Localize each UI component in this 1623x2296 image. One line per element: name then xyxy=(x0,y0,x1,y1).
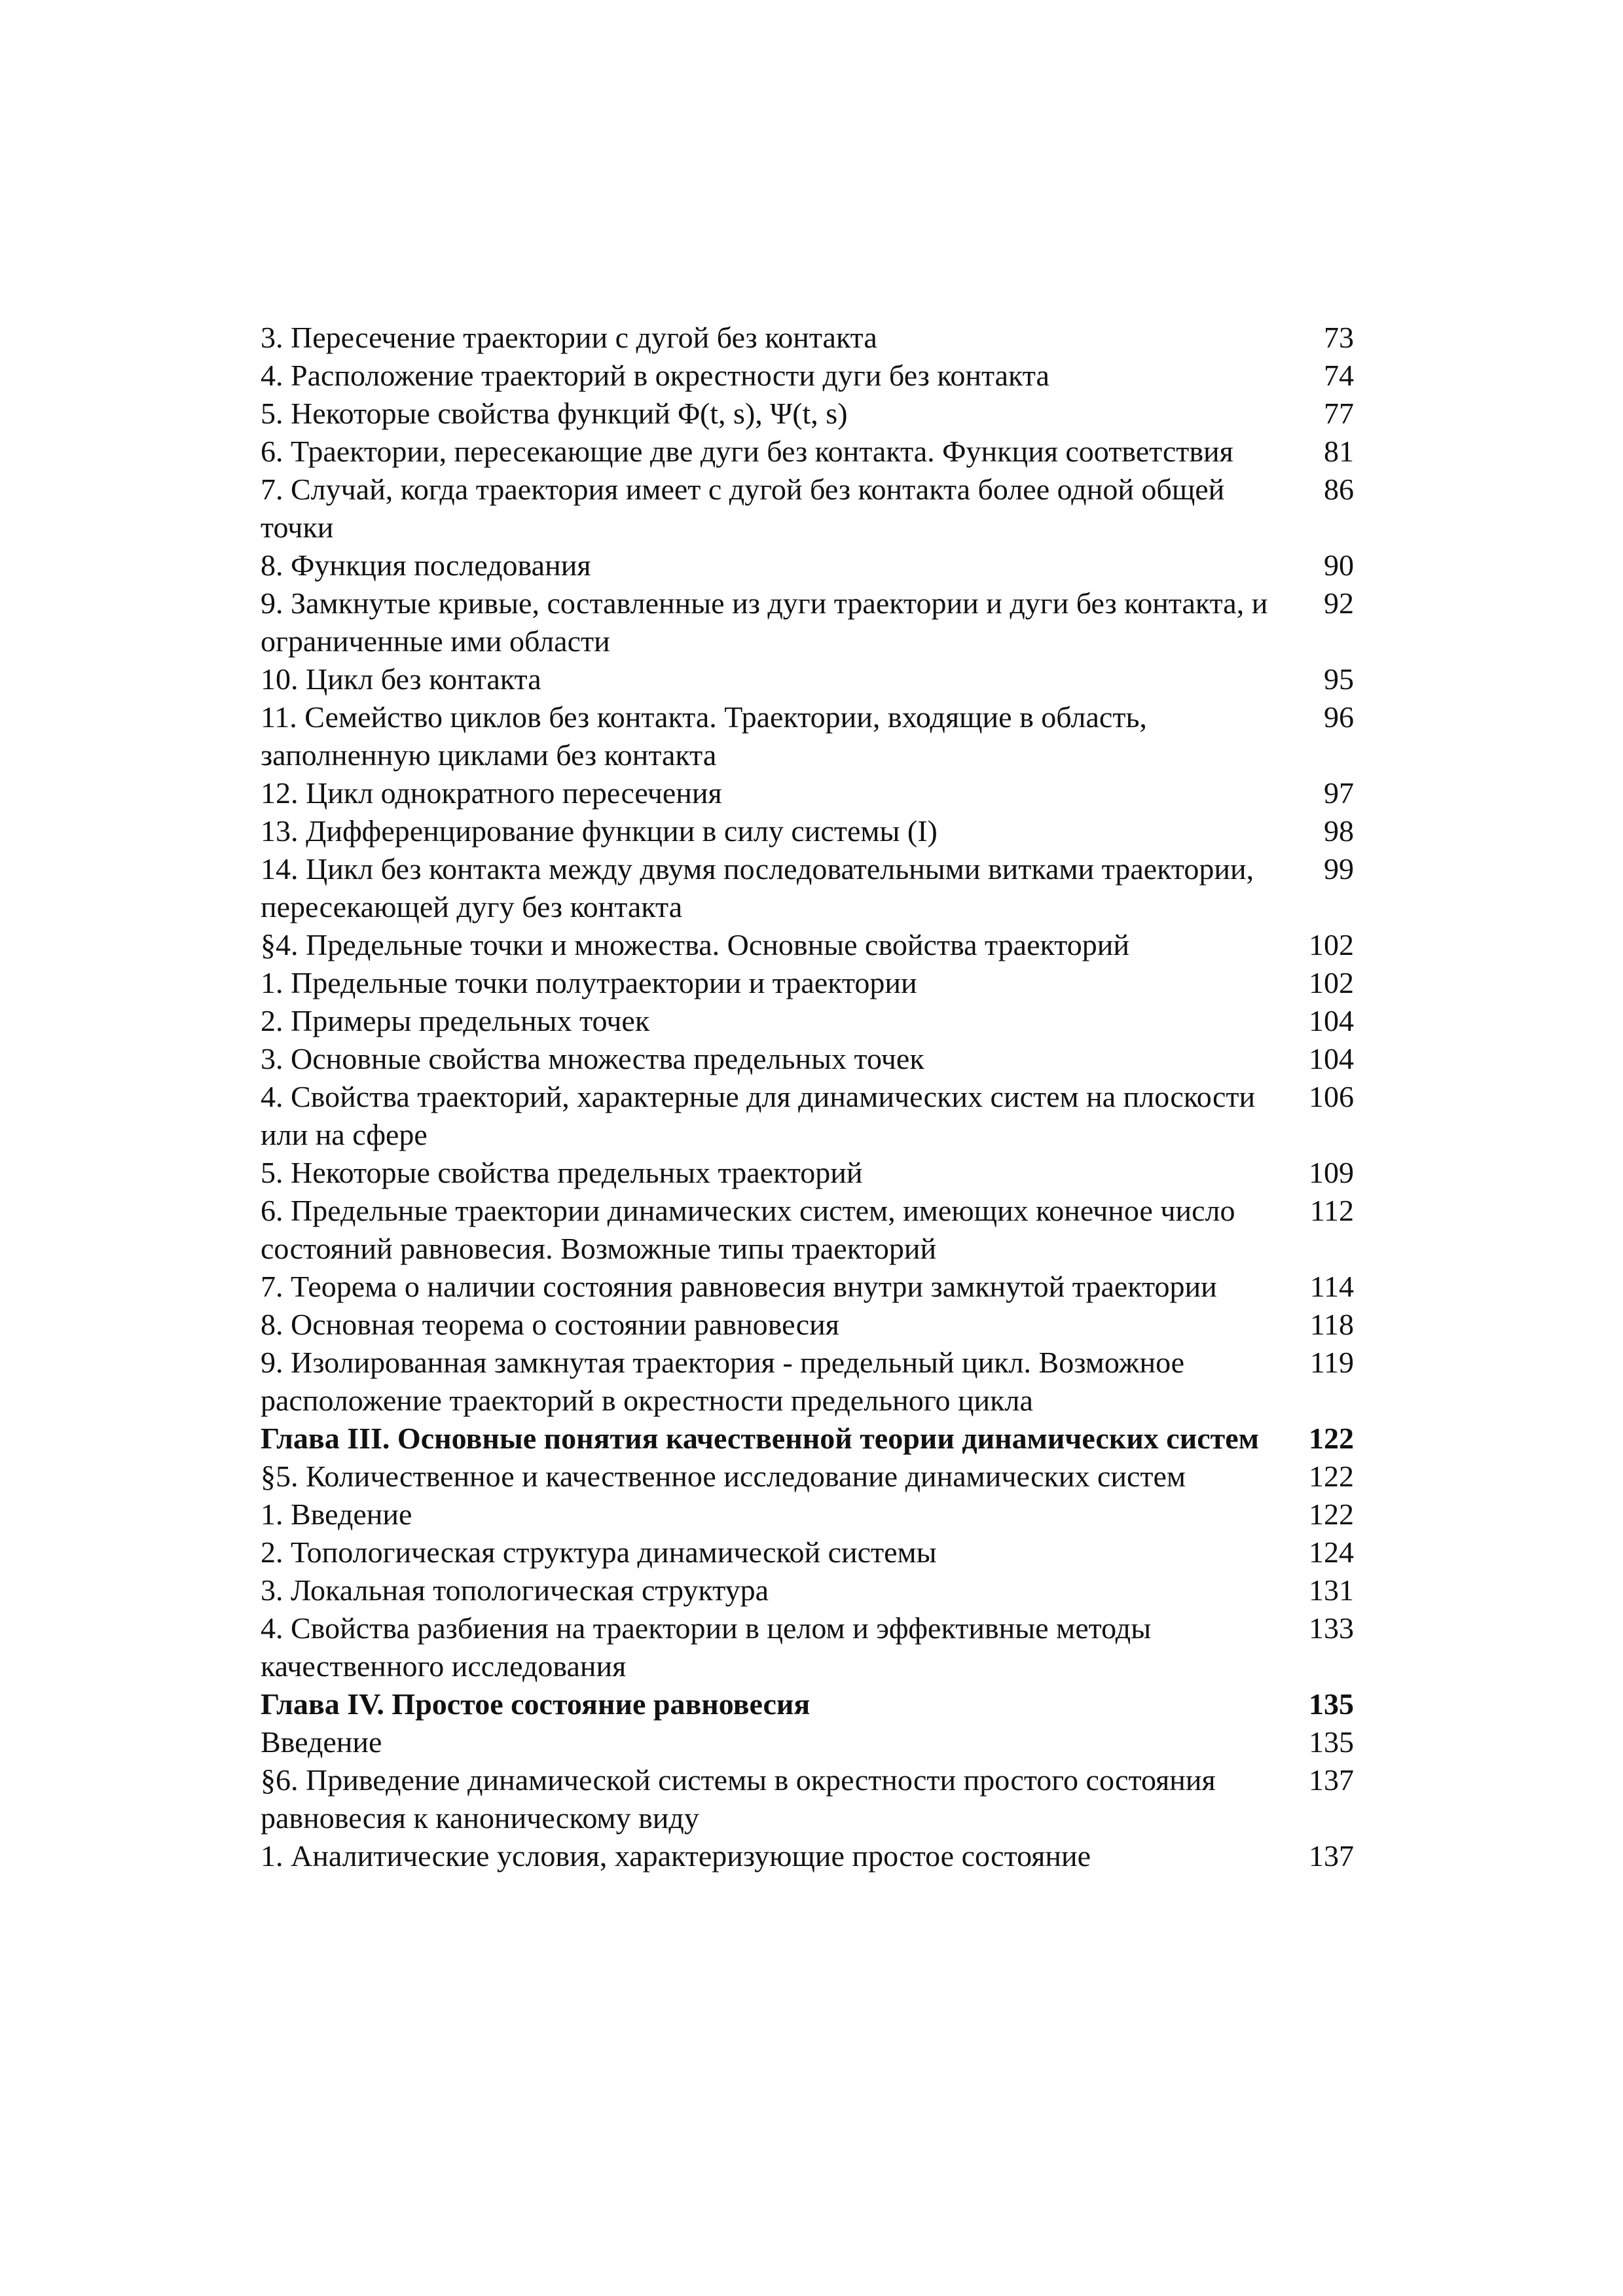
toc-entry xyxy=(261,774,1360,812)
toc-entry-title: 2. Примеры предельных точек xyxy=(261,1004,650,1037)
toc-entry-page: 74 xyxy=(1324,359,1354,392)
toc-entry-title: 1. Предельные точки полутраектории и траектории xyxy=(261,966,917,999)
toc-entry xyxy=(261,584,1360,660)
toc-entry-page: 81 xyxy=(1324,435,1354,468)
toc-entry-title: 3. Основные свойства множества предельных точек xyxy=(261,1042,924,1075)
toc-entry-page: 104 xyxy=(1309,1004,1354,1037)
toc-entry xyxy=(261,1761,1360,1837)
toc-entry-title: 1. Аналитические условия, характеризующие простое состояние xyxy=(261,1839,1091,1873)
toc-entry-title: 12. Цикл однократного пересечения xyxy=(261,776,722,810)
toc-entry xyxy=(261,1078,1360,1154)
toc-entry-title: Глава III. Основные понятия качественной теории динамических систем xyxy=(261,1422,1259,1455)
toc-entry xyxy=(261,1837,1360,1875)
toc-entry-title: 6. Предельные траектории динамических систем, имеющих конечное число состояний равновесия. Возможные типы траекторий xyxy=(261,1194,1235,1265)
toc-entry-title: 11. Семейство циклов без контакта. Траектории, входящие в область, заполненную циклами без контакта xyxy=(261,700,1147,772)
toc-entry-page: 98 xyxy=(1324,814,1354,848)
toc-entry xyxy=(261,1496,1360,1534)
toc-entry-title: 6. Траектории, пересекающие две дуги без контакта. Функция соответствия xyxy=(261,435,1233,468)
toc-entry xyxy=(261,1609,1360,1685)
toc-entry-page: 135 xyxy=(1309,1687,1354,1721)
toc-entry-title: 8. Основная теорема о состоянии равновесия xyxy=(261,1308,839,1341)
toc-entry-page: 104 xyxy=(1309,1042,1354,1075)
toc-entry-title: 4. Свойства разбиения на траектории в целом и эффективные методы качественного исследования xyxy=(261,1611,1152,1683)
toc-entry-page: 102 xyxy=(1309,928,1354,961)
toc-entry xyxy=(261,319,1360,357)
toc-entry-page: 73 xyxy=(1324,321,1354,354)
toc-entry xyxy=(261,1344,1360,1420)
toc-entry-page: 109 xyxy=(1309,1156,1354,1189)
toc-entry-title: 7. Случай, когда траектория имеет с дугой без контакта более одной общей точки xyxy=(261,473,1225,544)
toc-entry xyxy=(261,1458,1360,1496)
toc-entry xyxy=(261,926,1360,964)
table-of-contents xyxy=(261,319,1360,1875)
toc-entry-title: 10. Цикл без контакта xyxy=(261,662,541,696)
toc-entry xyxy=(261,395,1360,433)
toc-entry xyxy=(261,1192,1360,1268)
toc-entry-page: 102 xyxy=(1309,966,1354,999)
toc-entry-title: 9. Изолированная замкнутая траектория - предельный цикл. Возможное расположение траекторий в окрестности предельного цикла xyxy=(261,1346,1185,1417)
toc-entry-page: 106 xyxy=(1309,1080,1354,1113)
toc-entry-title: Введение xyxy=(261,1725,382,1759)
toc-entry-page: 133 xyxy=(1309,1611,1354,1645)
toc-entry-page: 90 xyxy=(1324,548,1354,582)
toc-entry-title: 7. Теорема о наличии состояния равновесия внутри замкнутой траектории xyxy=(261,1270,1217,1303)
toc-entry-title: 4. Расположение траекторий в окрестности дуги без контакта xyxy=(261,359,1049,392)
toc-entry-title: 2. Топологическая структура динамической системы xyxy=(261,1535,937,1569)
toc-entry xyxy=(261,1002,1360,1040)
toc-entry-page: 97 xyxy=(1324,776,1354,810)
toc-entry-title: 9. Замкнутые кривые, составленные из дуги траектории и дуги без контакта, и ограниченные ими области xyxy=(261,586,1268,658)
toc-entry xyxy=(261,850,1360,926)
toc-entry xyxy=(261,698,1360,774)
toc-entry xyxy=(261,660,1360,698)
toc-chapter-heading xyxy=(261,1685,1360,1723)
toc-entry xyxy=(261,1268,1360,1306)
toc-entry-title: Глава IV. Простое состояние равновесия xyxy=(261,1687,811,1721)
toc-entry-page: 95 xyxy=(1324,662,1354,696)
toc-entry-title: 1. Введение xyxy=(261,1498,412,1531)
toc-entry-page: 131 xyxy=(1309,1573,1354,1607)
toc-entry-title: 3. Пересечение траектории с дугой без контакта xyxy=(261,321,877,354)
toc-entry-page: 124 xyxy=(1309,1535,1354,1569)
toc-entry-title: §5. Количественное и качественное исследование динамических систем xyxy=(261,1460,1186,1493)
toc-entry-title: 14. Цикл без контакта между двумя последовательными витками траектории, пересекающей дугу без контакта xyxy=(261,852,1254,924)
toc-entry xyxy=(261,1040,1360,1078)
toc-entry-page: 96 xyxy=(1324,700,1354,734)
toc-entry-page: 122 xyxy=(1309,1460,1354,1493)
toc-entry-page: 122 xyxy=(1309,1498,1354,1531)
toc-entry-title: 13. Дифференцирование функции в силу системы (I) xyxy=(261,814,938,848)
toc-entry-page: 118 xyxy=(1309,1308,1354,1341)
toc-entry-page: 114 xyxy=(1309,1270,1354,1303)
toc-entry xyxy=(261,357,1360,395)
toc-entry-title: 5. Некоторые свойства функций Φ(t, s), Ψ(t, s) xyxy=(261,397,848,430)
toc-entry xyxy=(261,812,1360,850)
toc-entry-page: 137 xyxy=(1309,1763,1354,1797)
toc-entry-title: §4. Предельные точки и множества. Основные свойства траекторий xyxy=(261,928,1129,961)
toc-entry xyxy=(261,471,1360,547)
toc-entry-title: 4. Свойства траекторий, характерные для динамических систем на плоскости или на сфере xyxy=(261,1080,1256,1151)
toc-entry xyxy=(261,1154,1360,1192)
toc-entry xyxy=(261,433,1360,471)
toc-entry xyxy=(261,1723,1360,1761)
toc-entry-page: 92 xyxy=(1324,586,1354,620)
toc-entry-page: 137 xyxy=(1309,1839,1354,1873)
toc-entry xyxy=(261,964,1360,1002)
toc-entry-title: 8. Функция последования xyxy=(261,548,591,582)
toc-entry-page: 135 xyxy=(1309,1725,1354,1759)
toc-entry-page: 112 xyxy=(1309,1194,1354,1227)
toc-entry xyxy=(261,1571,1360,1609)
toc-entry xyxy=(261,547,1360,584)
toc-entry-page: 77 xyxy=(1324,397,1354,430)
toc-entry-title: §6. Приведение динамической системы в окрестности простого состояния равновесия к каноническому виду xyxy=(261,1763,1216,1835)
toc-entry-page: 99 xyxy=(1324,852,1354,886)
toc-entry xyxy=(261,1306,1360,1344)
toc-entry-page: 86 xyxy=(1324,473,1354,506)
toc-entry-title: 3. Локальная топологическая структура xyxy=(261,1573,769,1607)
toc-entry-page: 119 xyxy=(1309,1346,1354,1379)
toc-entry-title: 5. Некоторые свойства предельных траекторий xyxy=(261,1156,863,1189)
toc-chapter-heading xyxy=(261,1420,1360,1458)
toc-entry-page: 122 xyxy=(1309,1422,1354,1455)
toc-entry xyxy=(261,1534,1360,1571)
